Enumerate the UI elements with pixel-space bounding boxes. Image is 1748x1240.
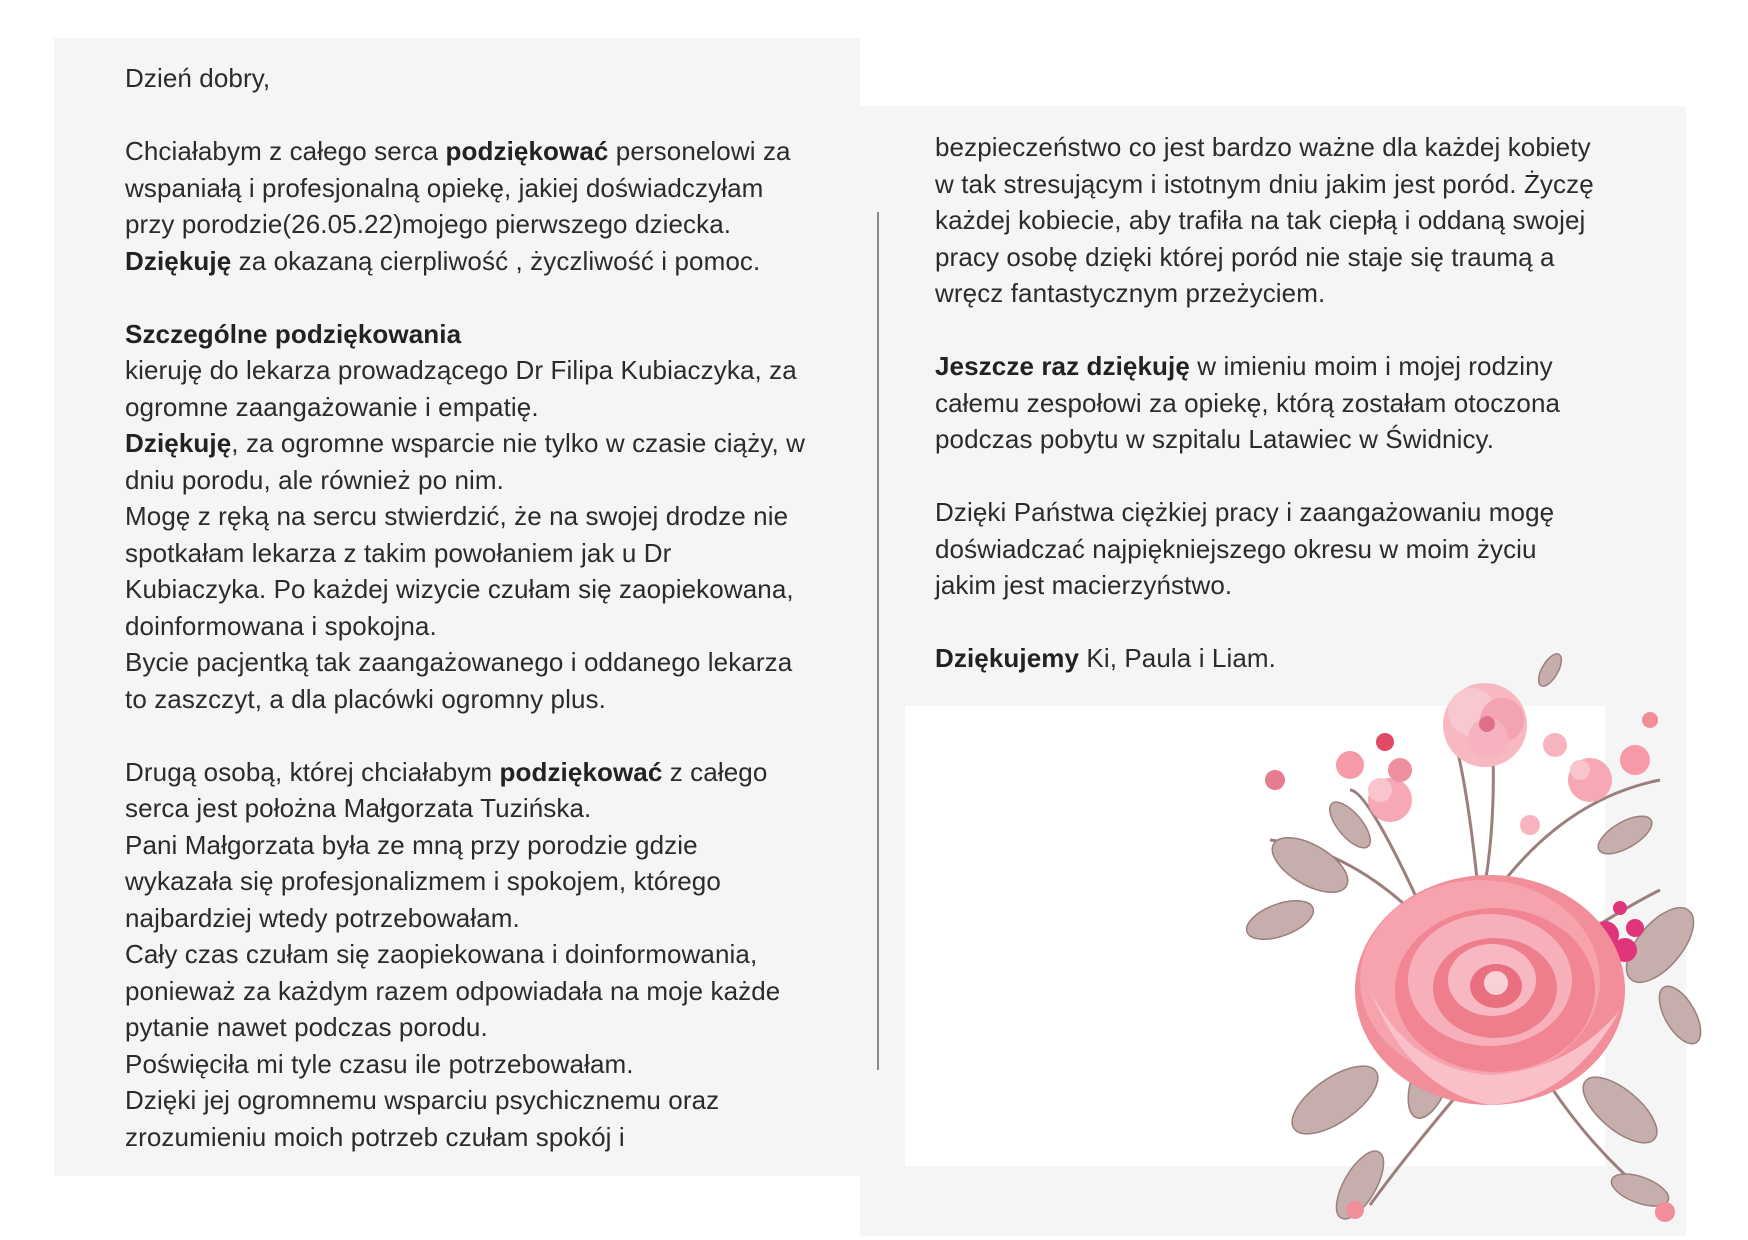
peony-flower-icon	[1240, 650, 1710, 1230]
paragraph-line: kieruję do lekarza prowadzącego Dr Filipa Kubiaczyka, za	[125, 355, 797, 385]
paragraph-line: zrozumieniu moich potrzeb czułam spokój i	[125, 1121, 625, 1152]
paragraph-line: spotkałam lekarza z takim powołaniem jak u Dr	[125, 537, 672, 568]
emphasis: Dziękuję	[125, 428, 232, 458]
paragraph-line: Dzięki Państwa ciężkiej pracy i zaangażowaniu mogę	[935, 497, 1555, 527]
paragraph-line: przy porodzie(26.05.22)mojego pierwszego dziecka.	[125, 209, 732, 239]
paragraph-line: Pani Małgorzata była ze mną przy porodzie gdzie	[125, 829, 698, 860]
letter-column-left	[125, 60, 805, 1155]
paragraph-line: serca jest położna Małgorzata Tuzińska.	[125, 793, 592, 823]
small-peony-icon	[1443, 683, 1527, 767]
paragraph-line: dniu porodu, ale również po nim.	[125, 464, 504, 495]
section-heading: Szczególne podziękowania	[125, 318, 462, 349]
emphasis: Dziękuję	[125, 245, 232, 276]
emphasis: podziękować	[445, 136, 609, 166]
emphasis: podziękować	[499, 756, 663, 787]
paragraph-line: wręcz fantastycznym przeżyciem.	[935, 278, 1326, 308]
paragraph-line: ponieważ za każdym razem odpowiadała na moje każde	[125, 975, 781, 1006]
paragraph-line: doświadczać najpiękniejszego okresu w moim życiu	[935, 533, 1537, 564]
signature: Dziękujemy Ki, Paula i Liam.	[935, 643, 1276, 673]
paragraph-line: Chciałabym z całego serca podziękować personelowi za	[125, 136, 791, 166]
paragraph-line: to zaszczyt, a dla placówki ogromny plus.	[125, 683, 606, 714]
paragraph-line: Drugą osobą, której chciałabym podziękować z całego	[125, 756, 768, 787]
paragraph-line: bezpieczeństwo co jest bardzo ważne dla każdej kobiety	[935, 132, 1591, 162]
paragraph-line: Dziękuję, za ogromne wsparcie nie tylko w czasie ciąży, w	[125, 428, 806, 458]
paragraph-line: Jeszcze raz dziękuję w imieniu moim i mojej rodziny	[935, 351, 1553, 381]
paragraph-line: wykazała się profesjonalizmem i spokojem, którego	[125, 866, 721, 896]
paragraph-line: całemu zespołowi za opiekę, którą zostałam otoczona	[935, 387, 1561, 418]
large-peony-icon	[1355, 875, 1625, 1105]
paragraph-line: Dzięki jej ogromnemu wsparciu psychicznemu oraz	[125, 1085, 720, 1115]
paragraph-line: Poświęciła mi tyle czasu ile potrzebowałam.	[125, 1048, 634, 1079]
letter-column-right	[935, 129, 1594, 677]
paragraph-line: Mogę z ręką na sercu stwierdzić, że na swojej drodze nie	[125, 501, 789, 531]
paragraph-line: Dziękuję za okazaną cierpliwość , życzliwość i pomoc.	[125, 245, 761, 276]
paragraph-line: najbardziej wtedy potrzebowałam.	[125, 902, 520, 933]
paragraph-line: Bycie pacjentką tak zaangażowanego i oddanego lekarza	[125, 647, 793, 677]
paragraph-line: doinformowana i spokojna.	[125, 610, 437, 641]
column-divider	[877, 212, 879, 1070]
paragraph-line: jakim jest macierzyństwo.	[935, 570, 1233, 600]
paragraph-line: ogromne zaangażowanie i empatię.	[125, 391, 539, 422]
paragraph-line: Cały czas czułam się zaopiekowana i doinformowania,	[125, 939, 758, 969]
paragraph-line: wspaniałą i profesjonalną opiekę, jakiej doświadczyłam	[125, 172, 764, 203]
emphasis: Jeszcze raz dziękuję	[935, 351, 1190, 381]
paragraph-line: pytanie nawet podczas porodu.	[125, 1012, 488, 1042]
paragraph-line: Kubiaczyka. Po każdej wizycie czułam się zaopiekowana,	[125, 574, 794, 604]
paragraph-line: każdej kobiecie, aby trafiła na tak ciepłą i oddaną swojej	[935, 205, 1586, 235]
paragraph-line: pracy osobę dzięki której poród nie staje się traumą a	[935, 241, 1555, 272]
paragraph-line: podczas pobytu w szpitalu Latawiec w Świdnicy.	[935, 424, 1495, 454]
greeting: Dzień dobry,	[125, 63, 271, 93]
paragraph-line: w tak stresującym i istotnym dniu jakim jest poród. Życzę	[935, 168, 1594, 199]
